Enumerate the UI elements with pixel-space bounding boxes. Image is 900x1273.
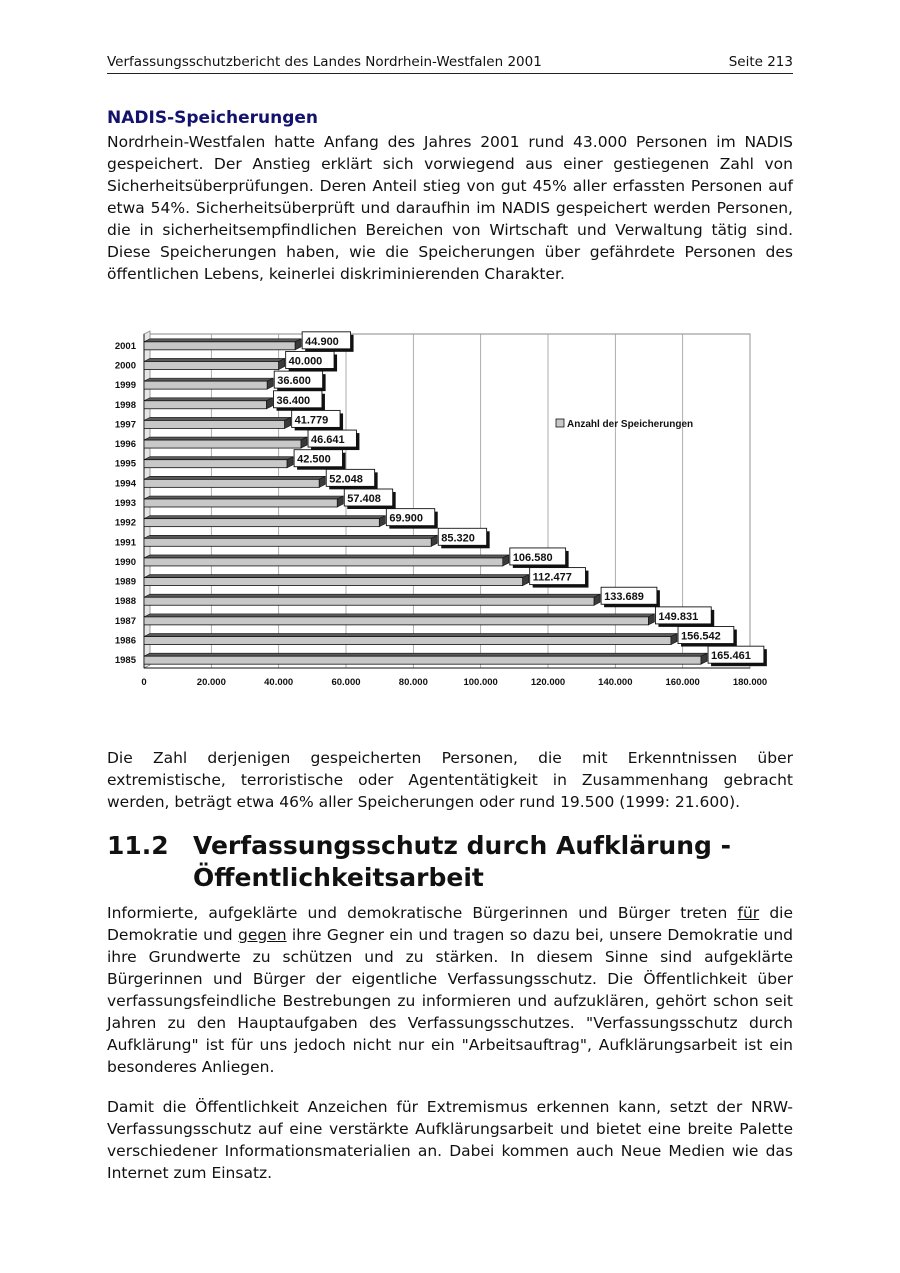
legend-swatch xyxy=(556,419,564,427)
y-tick-label: 1997 xyxy=(114,419,136,431)
section-heading: NADIS-Speicherungen xyxy=(107,108,318,128)
underlined-word-fuer: für xyxy=(737,904,760,922)
text-run: die Demokratie und xyxy=(107,904,793,944)
bar xyxy=(144,578,523,586)
bar-top xyxy=(144,437,307,440)
bar-top xyxy=(144,339,301,342)
chart-y-labels xyxy=(115,341,137,666)
y-tick-label: 1996 xyxy=(114,439,136,451)
y-tick-label: 1993 xyxy=(114,498,136,509)
bar-top xyxy=(144,535,437,538)
nadis-bar-chart xyxy=(100,326,770,696)
data-label: 57.408 xyxy=(347,493,381,505)
data-label: 44.900 xyxy=(305,335,339,348)
bar xyxy=(144,617,648,625)
y-tick-label: 1992 xyxy=(114,517,136,529)
data-label: 156.542 xyxy=(681,630,721,643)
data-label: 149.831 xyxy=(658,610,699,623)
bar xyxy=(144,401,267,409)
public-relations-paragraph xyxy=(107,902,793,1078)
bar xyxy=(144,420,285,428)
bar-top xyxy=(144,417,291,420)
y-tick-label: 1999 xyxy=(114,380,136,392)
legend-label: Anzahl der Speicherungen xyxy=(567,419,694,430)
bar xyxy=(144,381,267,389)
bar xyxy=(144,361,279,369)
page-number: Seite 213 xyxy=(728,54,793,70)
bar-top xyxy=(144,575,529,578)
x-tick-label: 140.000 xyxy=(598,677,633,688)
bar xyxy=(144,558,503,566)
y-tick-label: 2001 xyxy=(114,340,136,352)
bar xyxy=(144,597,594,605)
bar-top xyxy=(144,653,707,656)
bar xyxy=(144,499,337,507)
bar-top xyxy=(144,476,325,479)
bar-top xyxy=(144,496,343,499)
bar xyxy=(144,656,701,664)
data-label: 69.900 xyxy=(389,512,423,525)
data-label: 165.461 xyxy=(711,650,751,663)
y-tick-label: 1995 xyxy=(114,458,136,470)
bar-top xyxy=(144,555,509,558)
text-run: Informierte, aufgeklärte und demokratische Bürgerinnen und Bürger treten xyxy=(107,904,738,922)
x-tick-label: 80.000 xyxy=(398,677,428,688)
data-label: 41.779 xyxy=(294,414,329,427)
header-title: Verfassungsschutzbericht des Landes Nordrhein-Westfalen 2001 xyxy=(107,54,542,70)
y-tick-label: 1998 xyxy=(114,399,136,411)
y-tick-label: 1989 xyxy=(114,576,136,588)
y-tick-label: 2000 xyxy=(114,360,136,372)
y-tick-label: 1987 xyxy=(114,615,136,627)
data-label: 40.000 xyxy=(288,355,323,368)
bar-top xyxy=(144,378,273,381)
text-run: ihre Gegner ein und tragen so dazu bei, unsere Demokratie und ihre Grundwerte zu schützen und zu stärken. In diesem Sinne sind aufgeklärte Bürgerinnen und Bürger der eigentliche Verfassungsschutz. Die Öffentlichkeit über verfassungsfeindliche Bestrebungen zu informieren und aufzuklären, gehört schon seit Jahren zu den Hauptaufgaben des Verfassungsschutzes. "Verfassungsschutz durch Aufklärung" ist für uns jedoch nicht nur ein "Arbeitsauftrag", Aufklärungsarbeit ist ein besonderes Anliegen. xyxy=(107,926,793,1076)
data-label: 85.320 xyxy=(441,532,475,545)
bar-top xyxy=(144,594,600,597)
x-tick-label: 40.000 xyxy=(264,677,294,688)
chart-x-labels xyxy=(141,677,767,688)
data-label: 52.048 xyxy=(329,473,363,486)
data-label: 106.580 xyxy=(512,551,553,564)
extremism-paragraph: Die Zahl derjenigen gespeicherten Personen, die mit Erkenntnissen über extremistische, terroristische oder Agententätigkeit in Zusammenhang gebracht werden, beträgt etwa 46% aller Speicherungen oder rund 19.500 (1999: 21.600). xyxy=(107,749,793,811)
bar-top xyxy=(144,457,293,460)
bar xyxy=(144,479,319,487)
x-tick-label: 0 xyxy=(141,677,147,688)
intro-paragraph: Nordrhein-Westfalen hatte Anfang des Jahres 2001 rund 43.000 Personen im NADIS gespeichert. Der Anstieg erklärt sich vorwiegend aus einer gestiegenen Zahl von Sicherheitsüberprüfungen. Deren Anteil stieg von gut 45% aller erfassten Personen auf etwa 54%. Sicherheitsüberprüft und daraufhin im NADIS gespeichert werden Personen, die in sicherheitsempfindlichen Bereichen von Wirtschaft und Verwaltung tätig sind. Diese Speicherungen haben, wie die Speicherungen über gefährdete Personen des öffentlichen Lebens, keinerlei diskriminierenden Charakter. xyxy=(107,133,793,283)
information-materials-paragraph: Damit die Öffentlichkeit Anzeichen für Extremismus erkennen kann, setzt der NRW-Verfassungsschutz auf eine verstärkte Aufklärungsarbeit und bietet eine breite Palette verschiedener Informationsmaterialien an. Dabei kommen auch Neue Medien wie das Internet zum Einsatz. xyxy=(107,1098,793,1182)
x-tick-label: 100.000 xyxy=(463,677,498,688)
x-tick-label: 20.000 xyxy=(196,677,226,688)
data-label: 133.689 xyxy=(604,591,644,604)
chapter-title: Verfassungsschutz durch Aufklärung - Öffentlichkeitsarbeit xyxy=(193,831,731,892)
x-tick-label: 120.000 xyxy=(530,677,566,688)
bar-top xyxy=(144,398,273,401)
y-tick-label: 1985 xyxy=(114,655,136,667)
bar xyxy=(144,440,301,448)
y-tick-label: 1990 xyxy=(114,556,136,568)
y-tick-label: 1986 xyxy=(114,635,136,647)
y-tick-label: 1994 xyxy=(114,478,136,490)
underlined-word-gegen: gegen xyxy=(237,926,287,944)
chart-legend xyxy=(556,419,693,430)
y-tick-label: 1991 xyxy=(114,537,136,549)
bar-top xyxy=(144,614,654,617)
chapter-number: 11.2 xyxy=(107,831,169,860)
x-tick-label: 180.000 xyxy=(732,677,768,688)
bar xyxy=(144,460,287,468)
bar xyxy=(144,637,671,645)
page-header xyxy=(107,53,793,74)
bar xyxy=(144,538,431,546)
bar-top xyxy=(144,516,385,519)
bar xyxy=(144,519,379,527)
x-tick-label: 60.000 xyxy=(331,677,361,688)
data-label: 36.600 xyxy=(277,375,311,388)
y-tick-label: 1988 xyxy=(114,596,136,608)
data-label: 36.400 xyxy=(276,394,311,407)
data-label: 46.641 xyxy=(311,434,345,447)
data-label: 112.477 xyxy=(532,571,572,584)
x-tick-label: 160.000 xyxy=(665,677,700,688)
data-label: 42.500 xyxy=(297,453,331,466)
bar-top xyxy=(144,358,285,361)
bar xyxy=(144,342,295,350)
bar-top xyxy=(144,634,677,637)
